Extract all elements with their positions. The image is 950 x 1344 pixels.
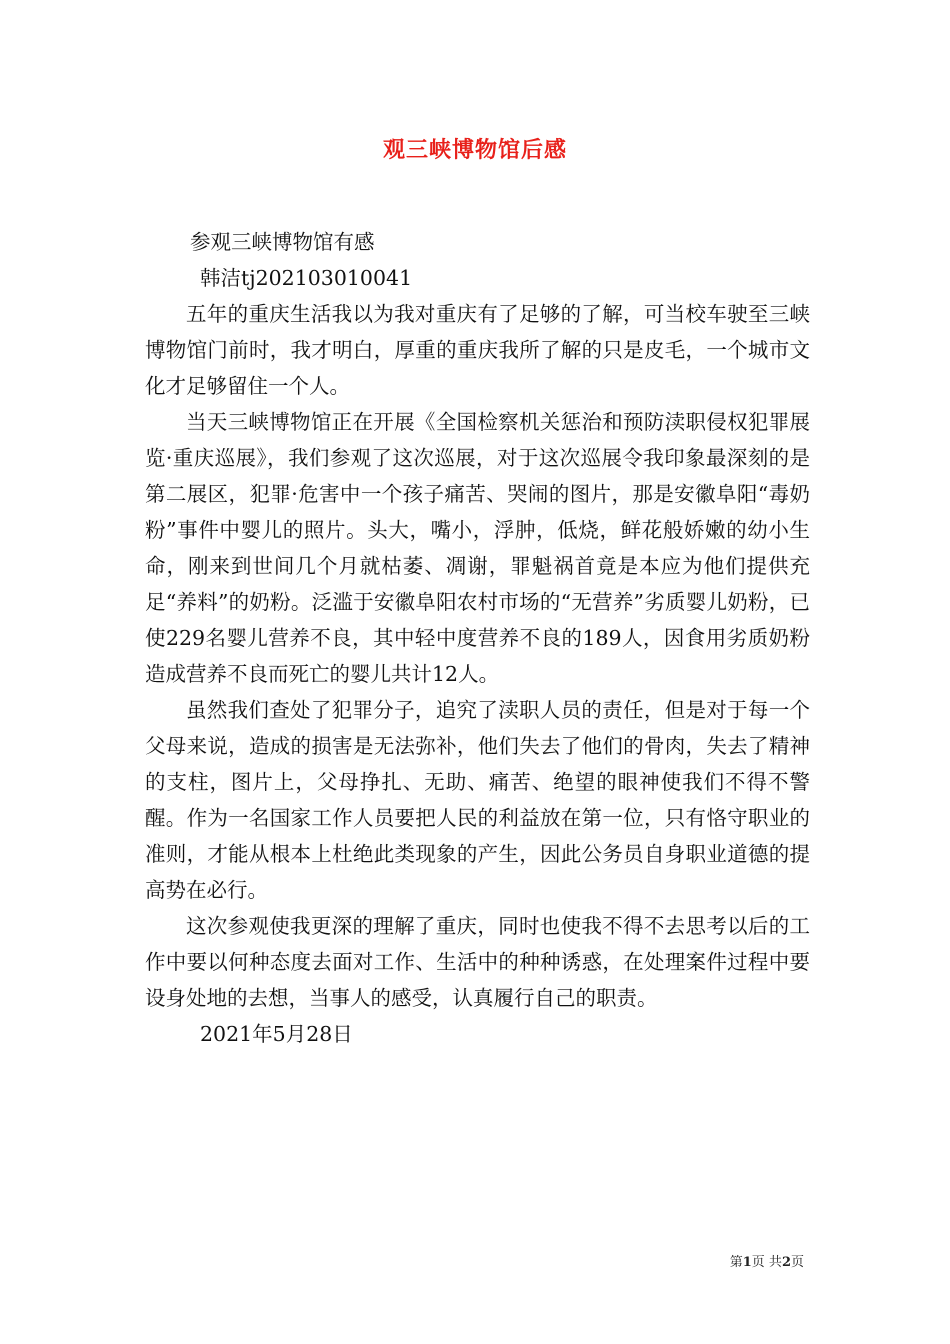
page-middle: 页 共 [751,1255,782,1270]
author-line: 韩洁tj202103010041 [200,266,413,290]
page-number [730,1251,804,1270]
page-current: 1 [742,1255,752,1270]
paragraph-3: 虽然我们查处了犯罪分子，追究了渎职人员的责任，但是对于每一个父母来说，造成的损害是无法弥补，他们失去了他们的骨肉，失去了精神的支柱，图片上，父母挣扎、无助、痛苦、绝望的眼神使我们不得不警醒。作为一名国家工作人员要把人民的利益放在第一位，只有恪守职业的准则，才能从根本上杜绝此类现象的产生，因此公务员自身职业道德的提高势在必行。 [145,698,810,902]
date-line: 2021年5月28日 [200,1022,353,1046]
paragraph-4: 这次参观使我更深的理解了重庆，同时也使我不得不去思考以后的工作中要以何种态度去面对工作、生活中的种种诱惑，在处理案件过程中要设身处地的去想，当事人的感受，认真履行自己的职责。 [145,914,810,1010]
page-prefix: 第 [729,1255,743,1270]
document-title: 观三峡博物馆后感 [382,137,567,163]
page-suffix: 页 [790,1255,804,1270]
document-body [145,224,810,1052]
paragraph-2: 当天三峡博物馆正在开展《全国检察机关惩治和预防渎职侵权犯罪展览·重庆巡展》，我们参观了这次巡展，对于这次巡展令我印象最深刻的是第二展区，犯罪·危害中一个孩子痛苦、哭闹的图片，那是安徽阜阳“毒奶粉”事件中婴儿的照片。头大，嘴小，浮肿，低烧，鲜花般娇嫩的幼小生命，刚来到世间几个月就枯萎、凋谢，罪魁祸首竟是本应为他们提供充足“养料”的奶粉。泛滥于安徽阜阳农村市场的“无营养”劣质婴儿奶粉，已使229名婴儿营养不良，其中轻中度营养不良的189人，因食用劣质奶粉造成营养不良而死亡的婴儿共计12人。 [145,410,810,686]
paragraph-1: 五年的重庆生活我以为我对重庆有了足够的了解，可当校车驶至三峡博物馆门前时，我才明白，厚重的重庆我所了解的只是皮毛，一个城市文化才足够留住一个人。 [145,302,810,398]
subtitle: 参观三峡博物馆有感 [190,230,375,254]
page-total: 2 [781,1255,791,1270]
